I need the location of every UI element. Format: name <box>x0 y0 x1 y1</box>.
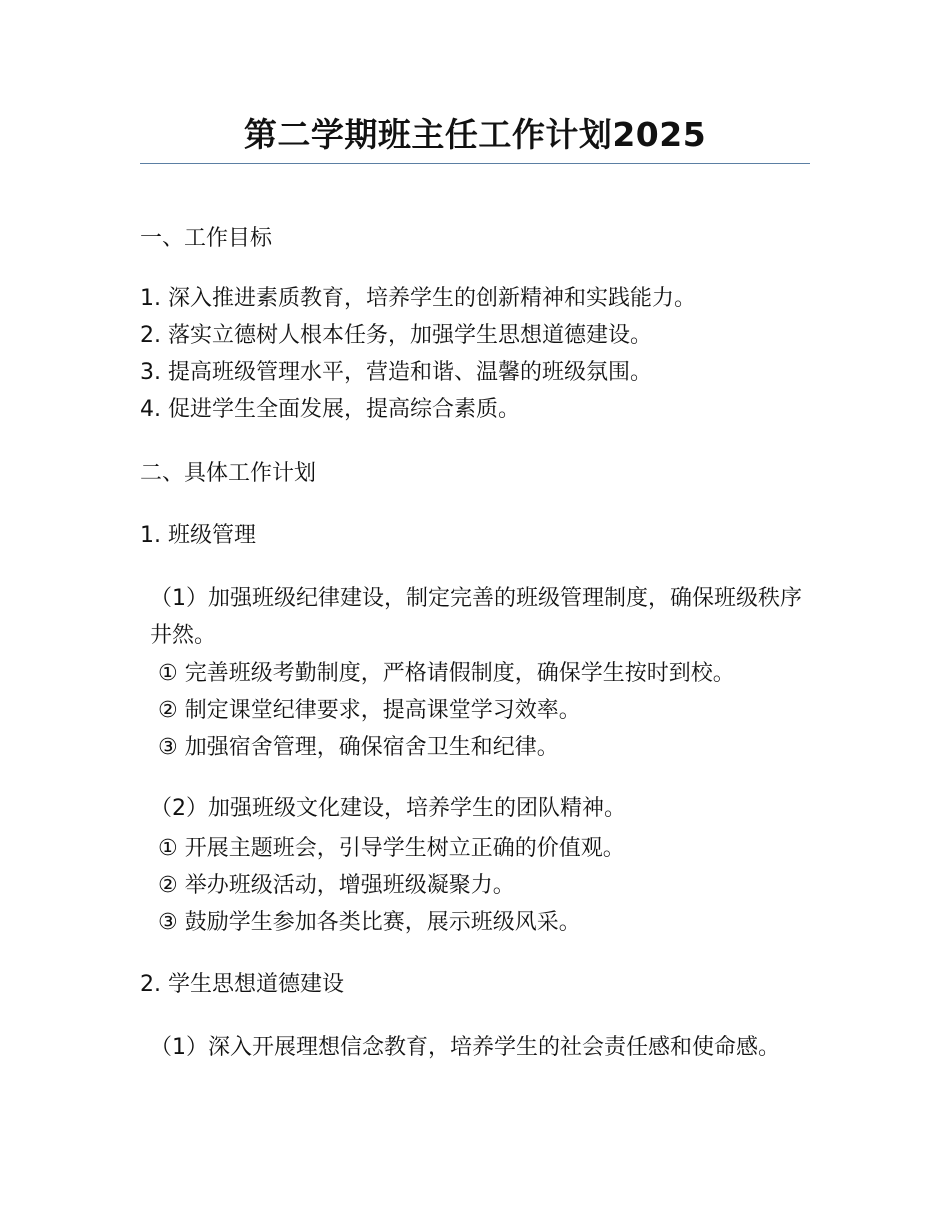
paragraph-discipline: （1）加强班级纪律建设，制定完善的班级管理制度，确保班级秩序井然。 <box>150 586 802 648</box>
section-heading-goals <box>140 220 810 257</box>
list-item: 4. 促进学生全面发展，提高综合素质。 <box>140 397 520 422</box>
section-heading-plan <box>140 455 810 492</box>
list-item: ③ 鼓励学生参加各类比赛，展示班级风采。 <box>158 910 581 935</box>
list-item: 2. 落实立德树人根本任务，加强学生思想道德建设。 <box>140 323 652 348</box>
culture-list <box>140 830 828 941</box>
list-item: ② 制定课堂纪律要求，提高课堂学习效率。 <box>158 698 581 723</box>
paragraph-text: （2）加强班级文化建设，培养学生的团队精神。 <box>150 796 626 821</box>
section-heading-text: 二、具体工作计划 <box>140 461 317 486</box>
list-item: 1. 深入推进素质教育，培养学生的创新精神和实践能力。 <box>140 286 696 311</box>
list-item: ① 完善班级考勤制度，严格请假制度，确保学生按时到校。 <box>158 661 735 686</box>
paragraph-ideals: （1）深入开展理想信念教育，培养学生的社会责任感和使命感。 <box>150 1035 780 1060</box>
title-divider <box>140 163 810 164</box>
section-heading-text: 一、工作目标 <box>140 226 273 251</box>
subsection-heading-text: 1. 班级管理 <box>140 523 256 548</box>
paragraph-culture <box>140 790 820 827</box>
discipline-list <box>140 655 828 766</box>
subsection-heading-class-management <box>140 517 810 554</box>
document-title: 第二学期班主任工作计划2025 <box>243 115 707 154</box>
list-item: 3. 提高班级管理水平，营造和谐、温馨的班级氛围。 <box>140 360 652 385</box>
subsection-heading-text: 2. 学生思想道德建设 <box>140 972 344 997</box>
document-page <box>140 0 810 1230</box>
list-item: ② 举办班级活动，增强班级凝聚力。 <box>158 873 515 898</box>
list-item: ① 开展主题班会，引导学生树立正确的价值观。 <box>158 836 625 861</box>
list-item: ③ 加强宿舍管理，确保宿舍卫生和纪律。 <box>158 735 559 760</box>
goals-list <box>140 280 810 428</box>
subsection-heading-moral-education <box>140 966 810 1003</box>
